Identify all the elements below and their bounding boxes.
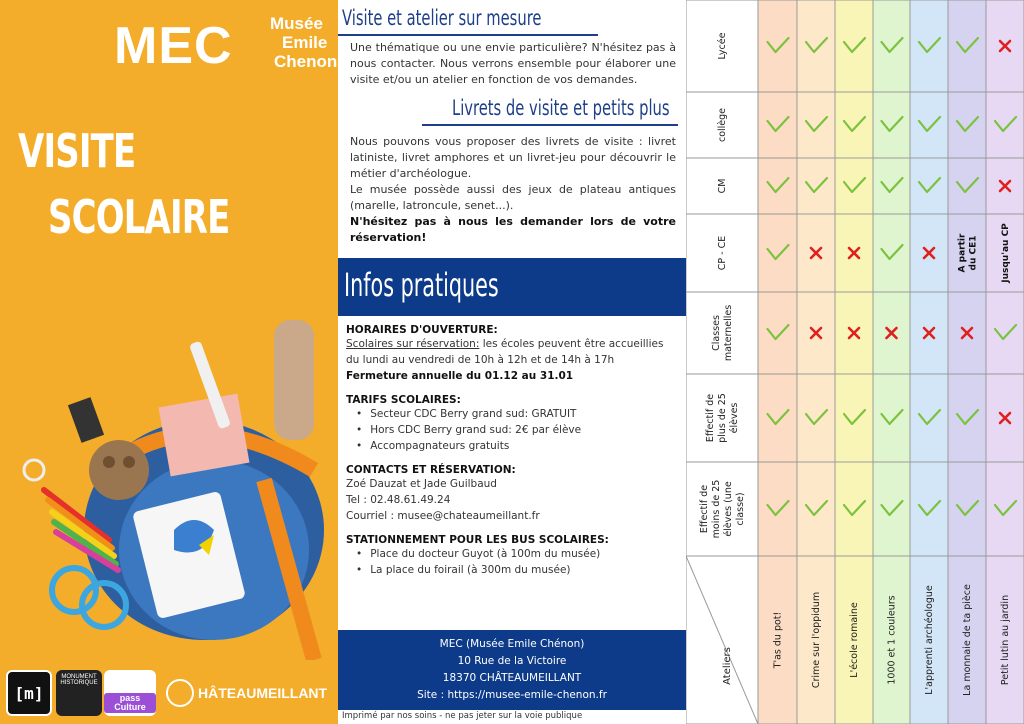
livrets-underline [422, 124, 678, 126]
livrets-heading: Livrets de visite et petits plus [452, 96, 670, 120]
logo-musee-text [270, 14, 337, 71]
address-banner [338, 630, 686, 710]
m-logo: [m] [6, 670, 52, 716]
row-header-label: Lycée [717, 32, 728, 60]
livrets-text-2: Le musée possède aussi des jeux de plateau antiques (marelle, latroncule, senet...). [350, 183, 676, 212]
row-header-label: CM [717, 178, 728, 194]
monument-historique-logo: MONUMENT HISTORIQUE [56, 670, 102, 716]
atelier-label: T'as du pot! [772, 611, 784, 669]
tarifs-title: TARIFS SCOLAIRES: [346, 394, 461, 406]
cell-note: A partirdu CE1 [957, 233, 979, 273]
pass-culture-logo [104, 670, 156, 716]
chateaumeillant-emblem-icon [166, 679, 194, 707]
list-item: • La place du foirail (à 300m du musée) [356, 562, 680, 578]
info-panel [338, 0, 686, 724]
list-item: • Accompagnateurs gratuits [356, 438, 680, 454]
tarifs-list [346, 406, 680, 454]
horaires-title: HORAIRES D'OUVERTURE: [346, 324, 498, 336]
mec-logo [114, 14, 338, 74]
atelier-label: Petit lutin au jardin [1000, 594, 1011, 686]
list-item: • Secteur CDC Berry grand sud: GRATUIT [356, 406, 680, 422]
address-line-2: 10 Rue de la Victoire [457, 655, 567, 667]
chateaumeillant-logo [166, 670, 336, 716]
infos-title: Infos pratiques [344, 266, 499, 304]
corner-diagonal [686, 556, 758, 724]
list-item: • Hors CDC Berry grand sud: 2€ par élève [356, 422, 680, 438]
horaires-text [346, 336, 680, 368]
logo-line-1: Musée [270, 14, 323, 33]
row-header-label: collège [717, 107, 728, 143]
livrets-text-1: Nous pouvons vous proposer des livrets de visite : livret latiniste, livret amphores et un livret-jeu pour découvrir le métier d'archéologue. [350, 135, 676, 180]
row-header-label: Effectif deplus de 25élèves [705, 393, 740, 443]
row-header-label: CP - CE [717, 235, 728, 271]
infos-banner [338, 258, 686, 316]
pass-culture-label: pass Culture [104, 693, 156, 713]
logo-line-2: Emile [282, 33, 328, 52]
chateaumeillant-label: HÂTEAUMEILLANT [198, 685, 328, 701]
address-line-3: 18370 CHÂTEAUMEILLANT [442, 672, 582, 684]
row-header-label: Classesmaternelles [711, 304, 734, 362]
visite-paragraph: Une thématique ou une envie particulière? N'hésitez pas à nous contacter. Nous verrons ensemble pour élaborer une visite et/ou un atelier en fonction de vos demandes. [350, 41, 676, 86]
address-line-1: MEC (Musée Emile Chénon) [439, 638, 585, 650]
list-item: • Place du docteur Guyot (à 100m du musée) [356, 546, 680, 562]
cover-panel [0, 0, 338, 724]
atelier-label: L'apprenti archéologue [924, 585, 935, 695]
fermeture-text: Fermeture annuelle du 01.12 au 31.01 [346, 370, 574, 382]
atelier-label: Crime sur l'oppidum [811, 591, 822, 689]
horaires-body: les écoles peuvent être accueillies du lundi au vendredi de 10h à 12h et de 14h à 17h [346, 338, 664, 366]
stationnement-list [346, 546, 680, 578]
contacts-title: CONTACTS ET RÉSERVATION: [346, 464, 516, 476]
school-bag-illustration [14, 300, 338, 660]
livrets-text-3: N'hésitez pas à nous les demander lors de votre réservation! [350, 215, 676, 244]
logo-mec-text: MEC [114, 17, 233, 75]
contacts-tel: Tel : 02.48.61.49.24 [346, 494, 451, 506]
visite-heading: Visite et atelier sur mesure [342, 6, 542, 30]
printed-notice: Imprimé par nos soins - ne pas jeter sur la voie publique [342, 711, 583, 721]
atelier-label: 1000 et 1 couleurs [886, 595, 898, 685]
cover-title-line-2: SCOLAIRE [48, 190, 230, 244]
corner-label: Ateliers [722, 647, 733, 685]
cover-title-line-1: VISITE [18, 124, 136, 178]
contacts-mail: Courriel : musee@chateaumeillant.fr [346, 510, 540, 522]
website-link[interactable]: Site : https://musee-emile-chenon.fr [417, 689, 607, 701]
ateliers-table [686, 0, 1024, 724]
atelier-label: L'école romaine [849, 602, 860, 678]
infos-content [346, 324, 680, 578]
logo-line-3: Chenon [274, 52, 338, 71]
atelier-label: La monnaie de ta pièce [962, 584, 973, 696]
visite-underline [338, 34, 598, 36]
stationnement-title: STATIONNEMENT POUR LES BUS SCOLAIRES: [346, 534, 609, 546]
cell-note: Jusqu'au CP [1001, 223, 1011, 283]
contacts-names: Zoé Dauzat et Jade Guilbaud [346, 478, 497, 490]
row-header-label: Effectif demoins de 25élèves (uneclasse) [699, 479, 746, 539]
horaires-underlined: Scolaires sur réservation: [346, 338, 480, 350]
ateliers-grid [686, 0, 1024, 724]
livrets-paragraph [350, 134, 676, 246]
partner-logos [0, 660, 338, 724]
